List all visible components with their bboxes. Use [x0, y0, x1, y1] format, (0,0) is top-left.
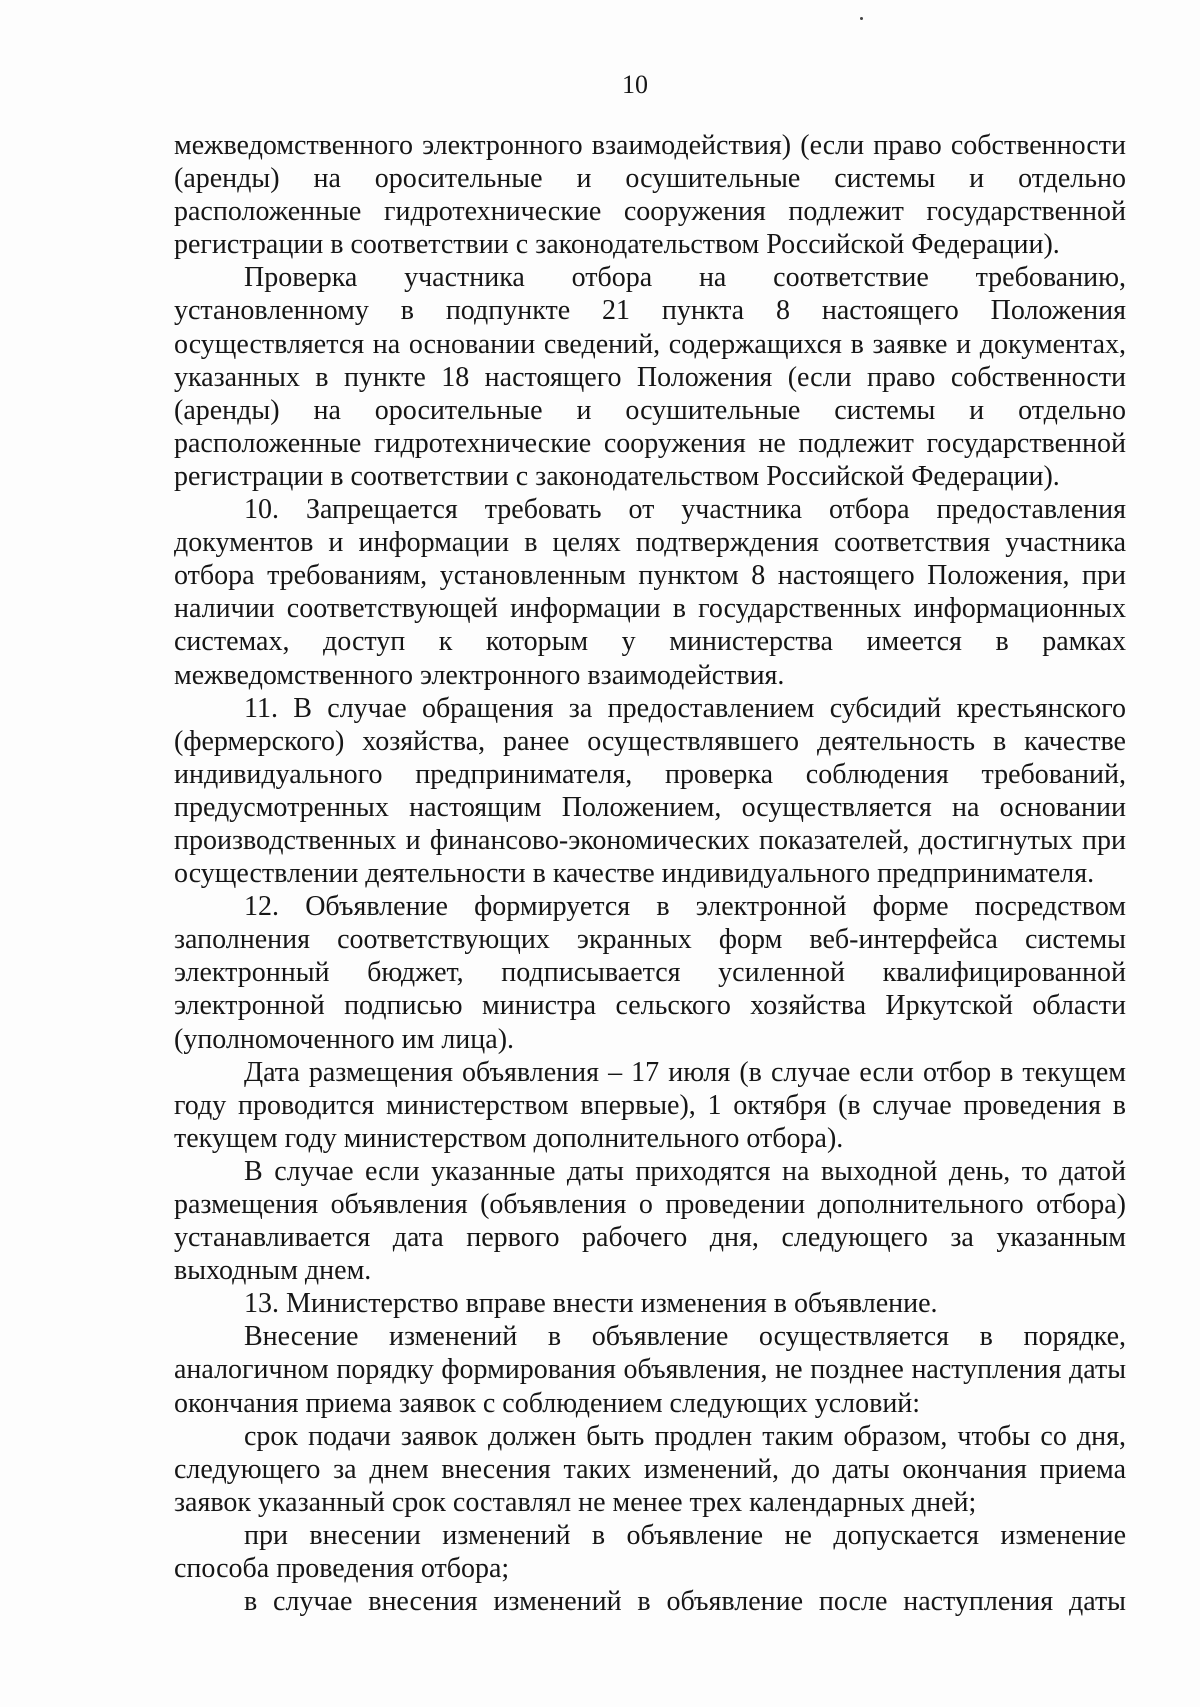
paragraph-4: 12. Объявление формируется в электронной форме посредством заполнения соответствующих экранных форм веб-интерфейса системы электронный бюджет, подписывается усиленной квалифицированной электронной подписью министра сельского хозяйства Иркутской области (уполномоченного им лица). [174, 891, 1126, 1055]
paragraph-9: срок подачи заявок должен быть продлен таким образом, чтобы со дня, следующего за днем внесения таких изменений, до даты окончания приема заявок указанный срок составлял не менее трех календарных дней; [174, 1420, 1126, 1518]
paragraph-8: Внесение изменений в объявление осуществляется в порядке, аналогичном порядку формирования объявления, не позднее наступления даты окончания приема заявок с соблюдением следующих условий: [174, 1321, 1126, 1419]
paragraph-5: Дата размещения объявления – 17 июля (в случае если отбор в текущем году проводится министерством впервые), 1 октября (в случае проведения в текущем году министерством дополнительного отбора). [174, 1056, 1126, 1154]
paragraph-2: 10. Запрещается требовать от участника отбора предоставления документов и информации в целях подтверждения соответствия участника отбора требованиям, установленным пунктом 8 настоящего Положения, при наличии соответствующей информации в государственных информационных системах, доступ к которым у министерства имеется в рамках межведомственного электронного взаимодействия. [174, 494, 1126, 691]
paragraph-0: межведомственного электронного взаимодействия) (если право собственности (аренды) на оросительные и осушительные системы и отдельно расположенные гидротехнические сооружения подлежит государственной регистрации в соответствии с законодательством Российской Федерации). [174, 130, 1126, 261]
paragraph-10: при внесении изменений в объявление не допускается изменение способа проведения отбора; [174, 1519, 1126, 1585]
paragraph-7: 13. Министерство вправе внести изменения в объявление. [244, 1288, 938, 1320]
paragraph-3: 11. В случае обращения за предоставлением субсидий крестьянского (фермерского) хозяйства, ранее осуществлявшего деятельность в качестве индивидуального предпринимателя, проверка соблюдения требований, предусмотренных настоящим Положением, осуществляется на основании производственных и финансово-экономических показателей, достигнутых при осуществлении деятельности в качестве индивидуального предпринимателя. [174, 692, 1126, 890]
document-body [174, 129, 1126, 1618]
page-number: 10 [622, 70, 648, 99]
paragraph-6: В случае если указанные даты приходятся на выходной день, то датой размещения объявления (объявления о проведении дополнительного отбора) устанавливается дата первого рабочего дня, следующего за указанным выходным днем. [174, 1155, 1126, 1287]
paragraph-11: в случае внесения изменений в объявление после наступления даты [244, 1586, 1126, 1618]
scan-speck [860, 17, 863, 20]
paragraph-1: Проверка участника отбора на соответствие требованию, установленному в подпункте 21 пункта 8 настоящего Положения осуществляется на основании сведений, содержащихся в заявке и документах, указанных в пункте 18 настоящего Положения (если право собственности (аренды) на оросительные и осушительные системы и отдельно расположенные гидротехнические сооружения не подлежит государственной регистрации в соответствии с законодательством Российской Федерации). [174, 262, 1126, 492]
